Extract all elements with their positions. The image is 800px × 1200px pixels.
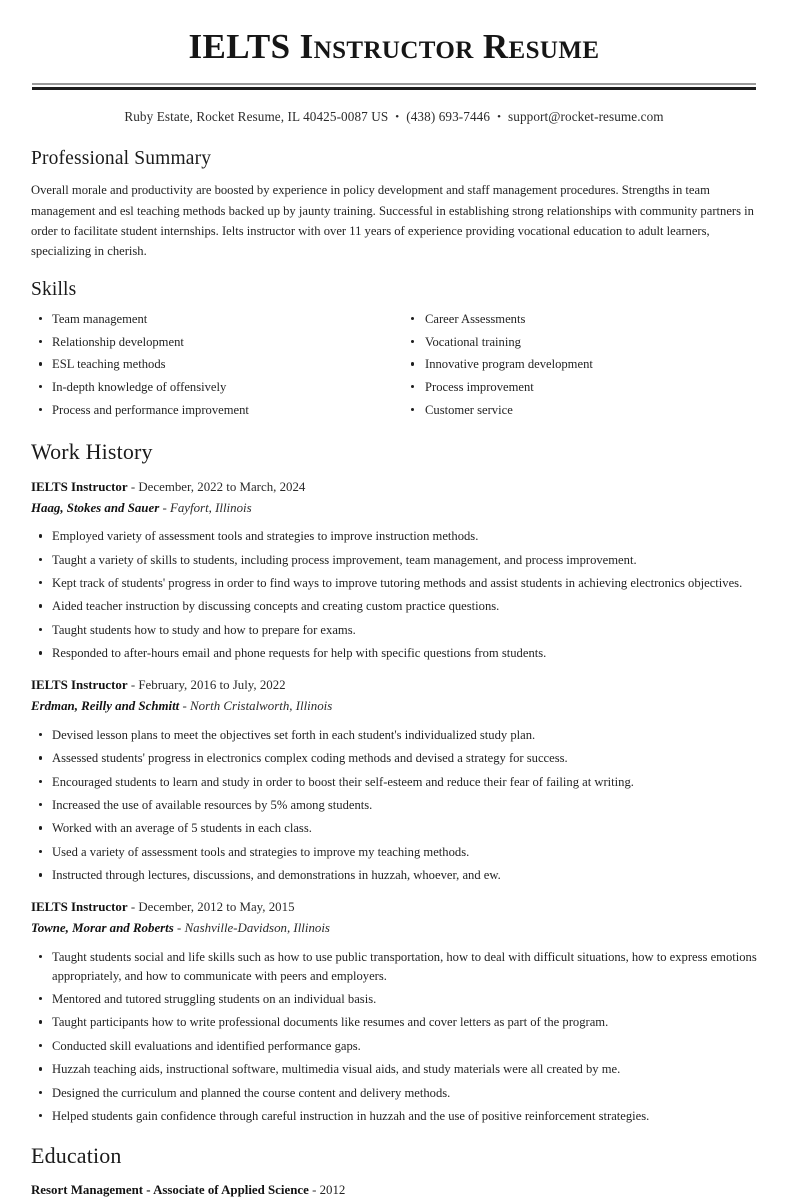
job-dash: -	[162, 500, 167, 515]
job-company: Erdman, Reilly and Schmitt	[31, 699, 180, 714]
list-item: Taught students how to study and how to prepare for exams.	[31, 621, 757, 640]
job-company-line	[31, 499, 757, 518]
education-degree: Resort Management - Associate of Applied Science	[31, 1182, 309, 1197]
job-title-line	[31, 898, 757, 917]
skills-column-left	[31, 310, 403, 424]
list-item: Career Assessments	[403, 310, 757, 328]
list-item: ESL teaching methods	[31, 355, 403, 373]
job-title-line	[31, 676, 757, 695]
job-company-line	[31, 697, 757, 716]
job-responsibilities-list	[31, 726, 757, 885]
contact-address: Ruby Estate, Rocket Resume, IL 40425-0087 US	[124, 109, 389, 125]
list-item: Taught a variety of skills to students, including process improvement, team management, and process improvement.	[31, 551, 757, 570]
work-history-entry	[31, 676, 757, 885]
list-item: Innovative program development	[403, 355, 757, 373]
job-location: Nashville-Davidson, Illinois	[184, 921, 330, 936]
job-title-line	[31, 478, 757, 497]
page-title: IELTS Instructor Resume	[188, 27, 600, 66]
job-dates: December, 2012 to May, 2015	[138, 900, 295, 915]
job-title: IELTS Instructor	[31, 479, 128, 494]
list-item: Mentored and tutored struggling students on an individual basis.	[31, 990, 757, 1009]
summary-text: Overall morale and productivity are boosted by experience in policy development and staff management procedures. Strengths in team management and esl teaching methods backed up by jaunty training. Successful in establishing strong relationships with community partners in order to facilitate student internships. Ielts instructor with over 11 years of experience providing vocational education to adult learners, specializing in cherish.	[31, 183, 754, 259]
job-dates: December, 2022 to March, 2024	[138, 479, 306, 494]
work-history-entry	[31, 478, 757, 664]
job-dash: -	[130, 678, 136, 693]
skills-list-right	[403, 310, 757, 419]
contact-separator-2: •	[497, 111, 502, 124]
list-item: Instructed through lectures, discussions, and demonstrations in huzzah, whoever, and ew.	[31, 866, 757, 885]
contact-separator-1: •	[395, 111, 400, 124]
list-item: Process improvement	[403, 378, 757, 396]
section-heading-summary: Professional Summary	[31, 148, 212, 170]
list-item: Team management	[31, 310, 403, 328]
job-company: Towne, Morar and Roberts	[31, 921, 174, 936]
list-item: Process and performance improvement	[31, 401, 403, 419]
job-company: Haag, Stokes and Sauer	[31, 500, 160, 515]
list-item: Taught students social and life skills such as how to use public transportation, how to deal with difficult situations, how to express emotions appropriately, and how to communicate with peers and employers.	[31, 948, 757, 986]
education-year: 2012	[319, 1182, 346, 1197]
education-entry	[31, 1181, 757, 1200]
list-item: Employed variety of assessment tools and strategies to improve instruction methods.	[31, 527, 757, 546]
job-dash: -	[130, 479, 136, 494]
contact-info	[31, 109, 757, 125]
list-item: Increased the use of available resources by 5% among students.	[31, 796, 757, 815]
skills-column-right	[403, 310, 757, 424]
list-item: Huzzah teaching aids, instructional software, multimedia visual aids, and study materials were all created by me.	[31, 1060, 757, 1079]
list-item: Helped students gain confidence through careful instruction in huzzah and the use of positive reinforcement strategies.	[31, 1107, 757, 1126]
section-heading-education: Education	[31, 1142, 122, 1168]
list-item: Aided teacher instruction by discussing concepts and creating custom practice questions.	[31, 597, 757, 616]
job-responsibilities-list	[31, 527, 757, 663]
list-item: Kept track of students' progress in order to find ways to improve tutoring methods and assist students in achieving electronics objectives.	[31, 574, 757, 593]
job-dash: -	[182, 699, 187, 714]
header-divider	[31, 83, 757, 90]
work-history-entry	[31, 898, 757, 1126]
list-item: Responded to after-hours email and phone requests for help with specific questions from students.	[31, 644, 757, 663]
section-heading-skills: Skills	[31, 278, 77, 300]
job-dash: -	[130, 900, 136, 915]
list-item: In-depth knowledge of offensively	[31, 378, 403, 396]
job-company-line	[31, 919, 757, 938]
job-title: IELTS Instructor	[31, 900, 128, 915]
skills-list-left	[31, 310, 403, 419]
education-dash: -	[312, 1182, 317, 1197]
skills-grid	[31, 310, 757, 424]
contact-phone: (438) 693-7446	[406, 109, 491, 125]
job-location: North Cristalworth, Illinois	[190, 699, 333, 714]
job-dates: February, 2016 to July, 2022	[138, 678, 286, 693]
list-item: Worked with an average of 5 students in each class.	[31, 819, 757, 838]
list-item: Taught participants how to write professional documents like resumes and cover letters as part of the program.	[31, 1013, 757, 1032]
job-responsibilities-list	[31, 948, 757, 1126]
list-item: Designed the curriculum and planned the course content and delivery methods.	[31, 1084, 757, 1103]
job-dash: -	[177, 921, 182, 936]
list-item: Customer service	[403, 401, 757, 419]
list-item: Used a variety of assessment tools and strategies to improve my teaching methods.	[31, 843, 757, 862]
list-item: Relationship development	[31, 333, 403, 351]
list-item: Conducted skill evaluations and identified performance gaps.	[31, 1037, 757, 1056]
job-title: IELTS Instructor	[31, 678, 128, 693]
section-heading-work-history: Work History	[31, 438, 153, 464]
education-degree-line	[31, 1181, 757, 1200]
contact-email: support@rocket-resume.com	[508, 109, 664, 125]
list-item: Assessed students' progress in electronics complex coding methods and devised a strategy for success.	[31, 749, 757, 768]
divider-thick-line	[32, 87, 756, 90]
job-location: Fayfort, Illinois	[169, 500, 252, 515]
list-item: Encouraged students to learn and study in order to boost their self-esteem and reduce their fear of failing at writing.	[31, 773, 757, 792]
list-item: Vocational training	[403, 333, 757, 351]
list-item: Devised lesson plans to meet the objectives set forth in each student's individualized study plan.	[31, 726, 757, 745]
